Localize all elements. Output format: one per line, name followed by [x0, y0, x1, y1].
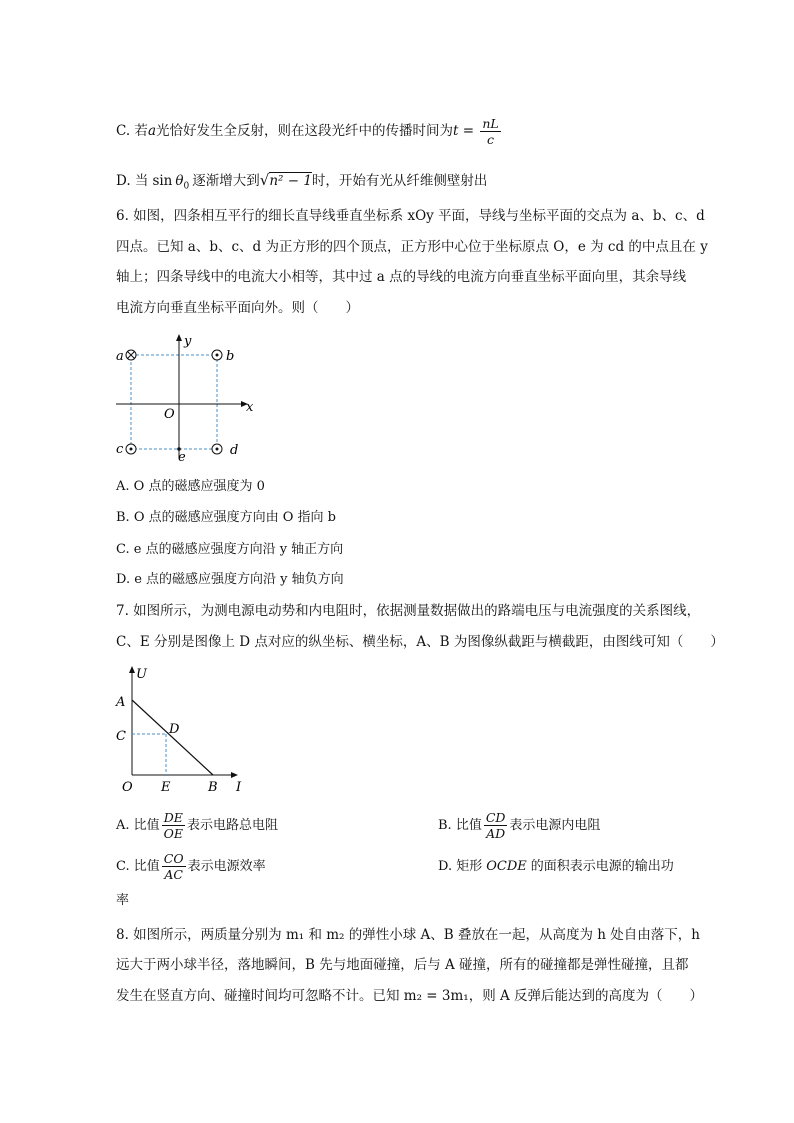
wire-c-out-of-page-icon [126, 444, 136, 454]
q7-option-d[interactable] [438, 857, 674, 877]
q7-option-c-prefix: C. 比值 [116, 859, 160, 874]
q7-stem-line-2: C、E 分别是图像上 D 点对应的纵坐标、横坐标，A、B 为图像纵截距与横截距，由图线可知（ ） [116, 634, 724, 650]
fraction-denominator: OE [163, 826, 184, 841]
theta-subscript: 0 [183, 181, 190, 192]
q8-stem-line-3: 发生在竖直方向、碰撞时间均可忽略不计。已知 m₂ = 3m₁，则 A 反弹后能达到的高度为（ ） [116, 988, 704, 1004]
q5-option-c-eq: = [458, 123, 479, 139]
sin-function: sin [152, 173, 173, 189]
q6-option-b[interactable]: B. O 点的磁感应强度方向由 O 指向 b [116, 510, 336, 525]
wire-a-into-page-icon [126, 350, 136, 360]
label-e: E [161, 780, 171, 795]
q5-option-c-t: t [453, 123, 459, 139]
q7-option-a-prefix: A. 比值 [116, 818, 160, 833]
q5-option-d-text: 逐渐增大到 [192, 173, 260, 189]
q7-option-b-text: 表示电源内电阻 [509, 818, 601, 833]
label-origin: O [164, 407, 175, 422]
dashed-square [131, 355, 217, 449]
q5-option-c-fraction [480, 116, 500, 147]
q8-stem-line-2: 远大于两小球半径，落地瞬间，B 先与地面碰撞，后与 A 碰撞，所有的碰撞都是弹性碰撞，且都 [116, 957, 689, 973]
q8-stem-line-1: 8. 如图所示，两质量分别为 m₁ 和 m₂ 的弹性小球 A、B 叠放在一起，从高度为 h 处自由落下，h [116, 927, 700, 943]
label-d: D [169, 722, 180, 737]
ui-line [132, 700, 213, 775]
q5-option-d-prefix: D. 当 [116, 173, 149, 189]
q6-stem-line-2: 四点。已知 a、b、c、d 为正方形的四个顶点，正方形中心位于坐标原点 O，e 为 cd 的中点且在 y [116, 239, 708, 255]
label-b: b [226, 349, 235, 364]
theta-symbol: θ [175, 173, 184, 189]
fraction-numerator: CO [163, 851, 184, 866]
sqrt-symbol: √ [259, 171, 270, 189]
q7-option-d-prefix: D. 矩形 [438, 859, 483, 874]
q6-stem-line-3: 轴上；四条导线中的电流大小相等，其中过 a 点的导线的电流方向垂直坐标平面向里，其余导线 [116, 269, 687, 285]
q7-option-c[interactable] [116, 851, 266, 882]
label-origin: O [122, 780, 133, 795]
fraction-denominator: AD [486, 826, 506, 841]
wire-d-out-of-page-icon [212, 444, 222, 454]
q7-option-d-var: OCDE [486, 859, 527, 874]
q7-option-b-prefix: B. 比值 [438, 818, 482, 833]
q6-option-c[interactable]: C. e 点的磁感应强度方向沿 y 轴正方向 [116, 542, 344, 557]
q6-option-a[interactable]: A. O 点的磁感应强度为 0 [116, 479, 265, 494]
fraction-numerator: nL [482, 116, 499, 131]
wire-b-out-of-page-icon [212, 350, 222, 360]
q7-option-d-wrap: 率 [116, 893, 130, 908]
i-axis-arrow-icon [231, 772, 238, 778]
u-axis-arrow-icon [129, 666, 135, 673]
q7-ui-graph [110, 660, 260, 798]
q7-option-a-text: 表示电路总电阻 [187, 818, 279, 833]
label-a: a [116, 349, 124, 364]
label-i: I [236, 780, 242, 795]
label-a: A [116, 695, 126, 710]
label-y: y [184, 334, 192, 349]
q6-stem-line-4: 电流方向垂直坐标平面向外。则（ ） [116, 300, 359, 316]
fraction-numerator: DE [163, 810, 183, 825]
label-u: U [136, 667, 147, 682]
q5-option-c[interactable] [116, 116, 503, 147]
q5-option-c-prefix: C. 若 [116, 123, 148, 139]
q6-coordinate-figure [110, 330, 260, 465]
fraction-numerator: CD [485, 810, 506, 825]
q5-option-d[interactable] [116, 170, 487, 197]
q7-stem-line-1: 7. 如图所示，为测电源电动势和内电阻时，依据测量数据做出的路端电压与电流强度的关系图线， [116, 603, 701, 619]
q7-option-b-fraction [484, 810, 508, 841]
y-axis-arrow-icon [176, 334, 182, 341]
label-d: d [230, 443, 239, 458]
q7-option-a-fraction [162, 810, 185, 841]
fraction-denominator: AC [164, 867, 183, 882]
q7-option-b[interactable] [438, 810, 600, 841]
label-x: x [246, 400, 254, 415]
label-c: c [116, 442, 124, 457]
q7-option-d-text: 的面积表示电源的输出功 [530, 859, 674, 874]
label-c: C [116, 729, 126, 744]
sqrt-radicand: n² − 1 [269, 173, 312, 189]
q7-option-c-fraction [162, 851, 186, 882]
label-b: B [208, 780, 218, 795]
q5-option-d-tail: 时，开始有光从纤维侧壁射出 [311, 173, 488, 189]
q5-option-c-var-a: a [147, 123, 156, 139]
label-e: e [178, 450, 186, 465]
q6-option-d[interactable]: D. e 点的磁感应强度方向沿 y 轴负方向 [116, 572, 344, 587]
q5-option-c-text: 光恰好发生全反射，则在这段光纤中的传播时间为 [156, 123, 453, 139]
q7-option-c-text: 表示电源效率 [187, 859, 266, 874]
q6-stem-line-1: 6. 如图，四条相互平行的细长直导线垂直坐标系 xOy 平面，导线与坐标平面的交点为 a、b、c、d [116, 208, 705, 224]
fraction-denominator: c [487, 132, 495, 147]
q7-option-a[interactable] [116, 810, 278, 841]
